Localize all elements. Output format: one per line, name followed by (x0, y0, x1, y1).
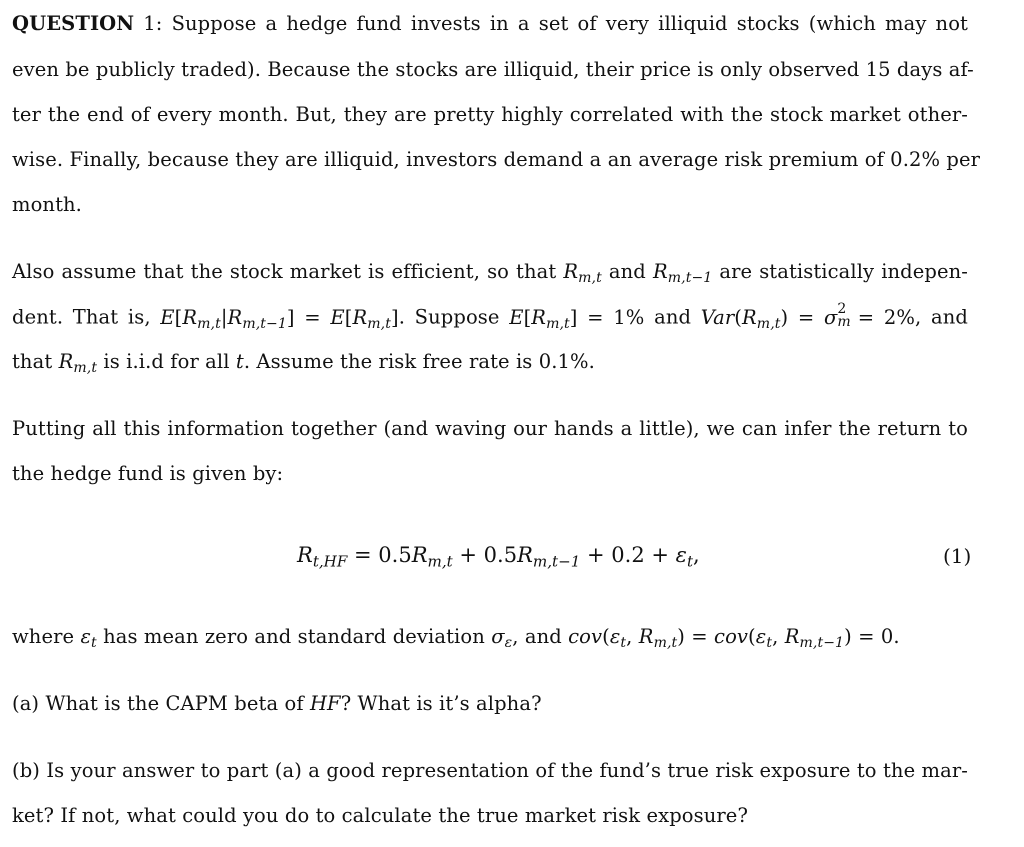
assumption-line-2 (12, 301, 968, 332)
part-a-question (12, 691, 542, 717)
assumption-text-j: . Assume the risk free rate is 0.1%. (243, 350, 595, 373)
assumption-text-a: Also assume that the stock market is efficient, so that (12, 260, 557, 283)
part-b-text-line-1: Is your answer to part (a) a good representation of the fund’s true risk exposure to the mar- (46, 759, 968, 782)
error-text-b: has mean zero and standard deviation (103, 625, 485, 648)
math-t: t (235, 350, 244, 373)
math-epsilon-t: $\varepsilon_t$ (80, 625, 97, 652)
question-line-4: wise. Finally, because they are illiquid, investors demand a an average risk premium of 0.2% per (12, 148, 981, 171)
math-r-m-t: $R_{m,t}$ (563, 260, 602, 287)
question-line-2: even be publicly traded). Because the stocks are illiquid, their price is only observed 15 days af- (12, 58, 974, 81)
math-market-variance: $Var(R_{m,t}) = \sigma$ 2 m = 2% (700, 301, 916, 332)
math-hf: HF (309, 692, 341, 715)
math-r-m-t-iid: $R_{m,t}$ (58, 350, 98, 377)
question-number: 1: (143, 12, 163, 35)
part-b-question-line-2: ket? If not, what could you do to calculate the true market risk exposure? (12, 804, 748, 827)
assumption-text-h: that (12, 350, 53, 373)
part-b-label: (b) (12, 759, 40, 782)
error-term-line (12, 624, 900, 650)
assumption-line-1 (12, 259, 968, 285)
equation-number: (1) (943, 544, 972, 568)
math-covariance-condition: $cov(\varepsilon_t$, $R_{m,t}) = cov(\varepsilon_t$, $R_{m,t-1}) = 0$. (568, 625, 900, 652)
assumption-text-d: dent. That is, (12, 305, 151, 329)
math-conditional-expectation: $E[R_{m,t}|R_{m,t-1}] = E[R_{m,t}]$ (160, 305, 399, 332)
assumption-text-f: and (654, 305, 692, 329)
math-r-m-t-minus-1: $R_{m,t-1}$ (652, 260, 713, 287)
assumption-text-i: is i.i.d for all (103, 350, 230, 373)
assumption-text-c: are statistically indepen- (719, 260, 968, 283)
math-expected-market-return: $E[R_{m,t}] = 1\%$ (509, 305, 645, 332)
question-line-1 (12, 11, 968, 37)
part-a-text-b: ? What is it’s alpha? (340, 692, 542, 715)
assumption-text-e: . Suppose (398, 305, 500, 329)
question-line-3: ter the end of every month. But, they are pretty highly correlated with the stock market other- (12, 103, 968, 126)
hedge-fund-return-equation: $R_{t,HF} = 0.5R_{m,t} + 0.5R_{m,t-1} + 0.2 + \varepsilon_t$, (297, 543, 700, 571)
inference-line-2: the hedge fund is given by: (12, 462, 284, 485)
error-text-c: , and (512, 625, 562, 648)
question-text-line-1: Suppose a hedge fund invests in a set of very illiquid stocks (which may not (171, 12, 968, 35)
inference-line-1: Putting all this information together (and waving our hands a little), we can infer the return to (12, 417, 968, 440)
assumption-line-3 (12, 349, 595, 375)
assumption-text-b: and (608, 260, 646, 283)
assumption-text-g: , and (915, 305, 968, 329)
question-label: QUESTION (12, 12, 135, 35)
part-b-question-line-1 (12, 758, 968, 784)
question-line-5: month. (12, 193, 82, 216)
part-a-text-a: What is the CAPM beta of (45, 692, 304, 715)
math-sigma-epsilon: $\sigma_\varepsilon$ (491, 625, 513, 652)
part-a-label: (a) (12, 692, 40, 715)
error-text-a: where (12, 625, 75, 648)
